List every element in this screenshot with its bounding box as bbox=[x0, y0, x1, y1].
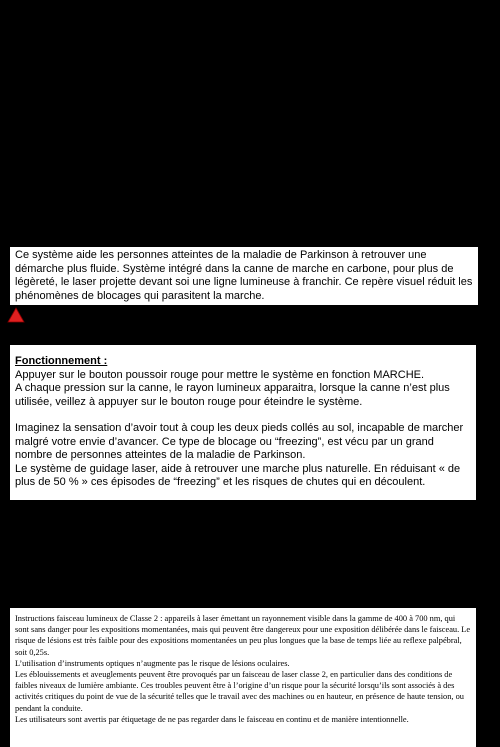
operation-panel bbox=[10, 345, 476, 500]
intro-text: Ce système aide les personnes atteintes de la maladie de Parkinson à retrouver une démarche plus fluide. Système intégré dans la canne de marche en carbone, pour plus de légèreté, le laser projette devant soi une ligne lumineuse à franchir. Ce repère visuel réduit les phénomènes de blocages qui parasitent la marche. bbox=[15, 249, 473, 302]
operation-line-2: A chaque pression sur la canne, le rayon lumineux apparaitra, lorsque la canne n’est plus utilisée, veillez à appuyer sur le bouton rouge pour éteindre le système. bbox=[15, 382, 450, 408]
notice-paragraph-1: Instructions faisceau lumineux de Classe 2 : appareils à laser émettant un rayonnement visible dans la gamme de 400 à 700 nm, qui sont sans danger pour les expositions momentanées, mais qui peuvent être dangereux pour une exposition délibérée dans le faisceau. Le risque de lésions est très faible pour des expositions momentanées un peu plus longues que la base de temps liée au reflexe palpébral, soit 0,25s. bbox=[15, 614, 471, 657]
freezing-paragraph: Imaginez la sensation d’avoir tout à coup les deux pieds collés au sol, incapable de marcher malgré votre envie d’avancer. Ce type de blocage ou “freezing”, est vécu par un grand nombre de personnes atteintes de la maladie de Parkinson. bbox=[15, 422, 464, 461]
warning-triangle-icon bbox=[7, 307, 25, 323]
notice-paragraph-3: Les éblouissements et aveuglements peuvent être provoqués par un faisceau de laser classe 2, en particulier dans des conditions de faibles niveaux de lumière ambiante. Ces troubles peuvent être à l’origine d’un risque pour la sécurité lorsqu’ils sont associés à des activités critiques du point de vue de la sécurité telles que le travail avec des machines ou en hauteur, en présence de haute tension, ou pendant la conduite. bbox=[15, 670, 464, 713]
notice-paragraph-4: Les utilisateurs sont avertis par étiquetage de ne pas regarder dans le faisceau en continu et de manière intentionnelle. bbox=[15, 714, 409, 724]
operation-heading: Fonctionnement : bbox=[15, 355, 108, 367]
operation-line-1: Appuyer sur le bouton poussoir rouge pour mettre le système en fonction MARCHE. bbox=[15, 368, 425, 381]
spacer bbox=[15, 409, 471, 422]
guidance-paragraph: Le système de guidage laser, aide à retrouver une marche plus naturelle. En réduisant « de plus de 50 % » ces épisodes de “freezing” et les risques de chutes qui en découlent. bbox=[15, 462, 461, 488]
intro-panel bbox=[10, 247, 478, 305]
laser-notice-panel bbox=[10, 608, 476, 747]
notice-paragraph-2: L’utilisation d’instruments optiques n’augmente pas le risque de lésions oculaires. bbox=[15, 658, 290, 668]
